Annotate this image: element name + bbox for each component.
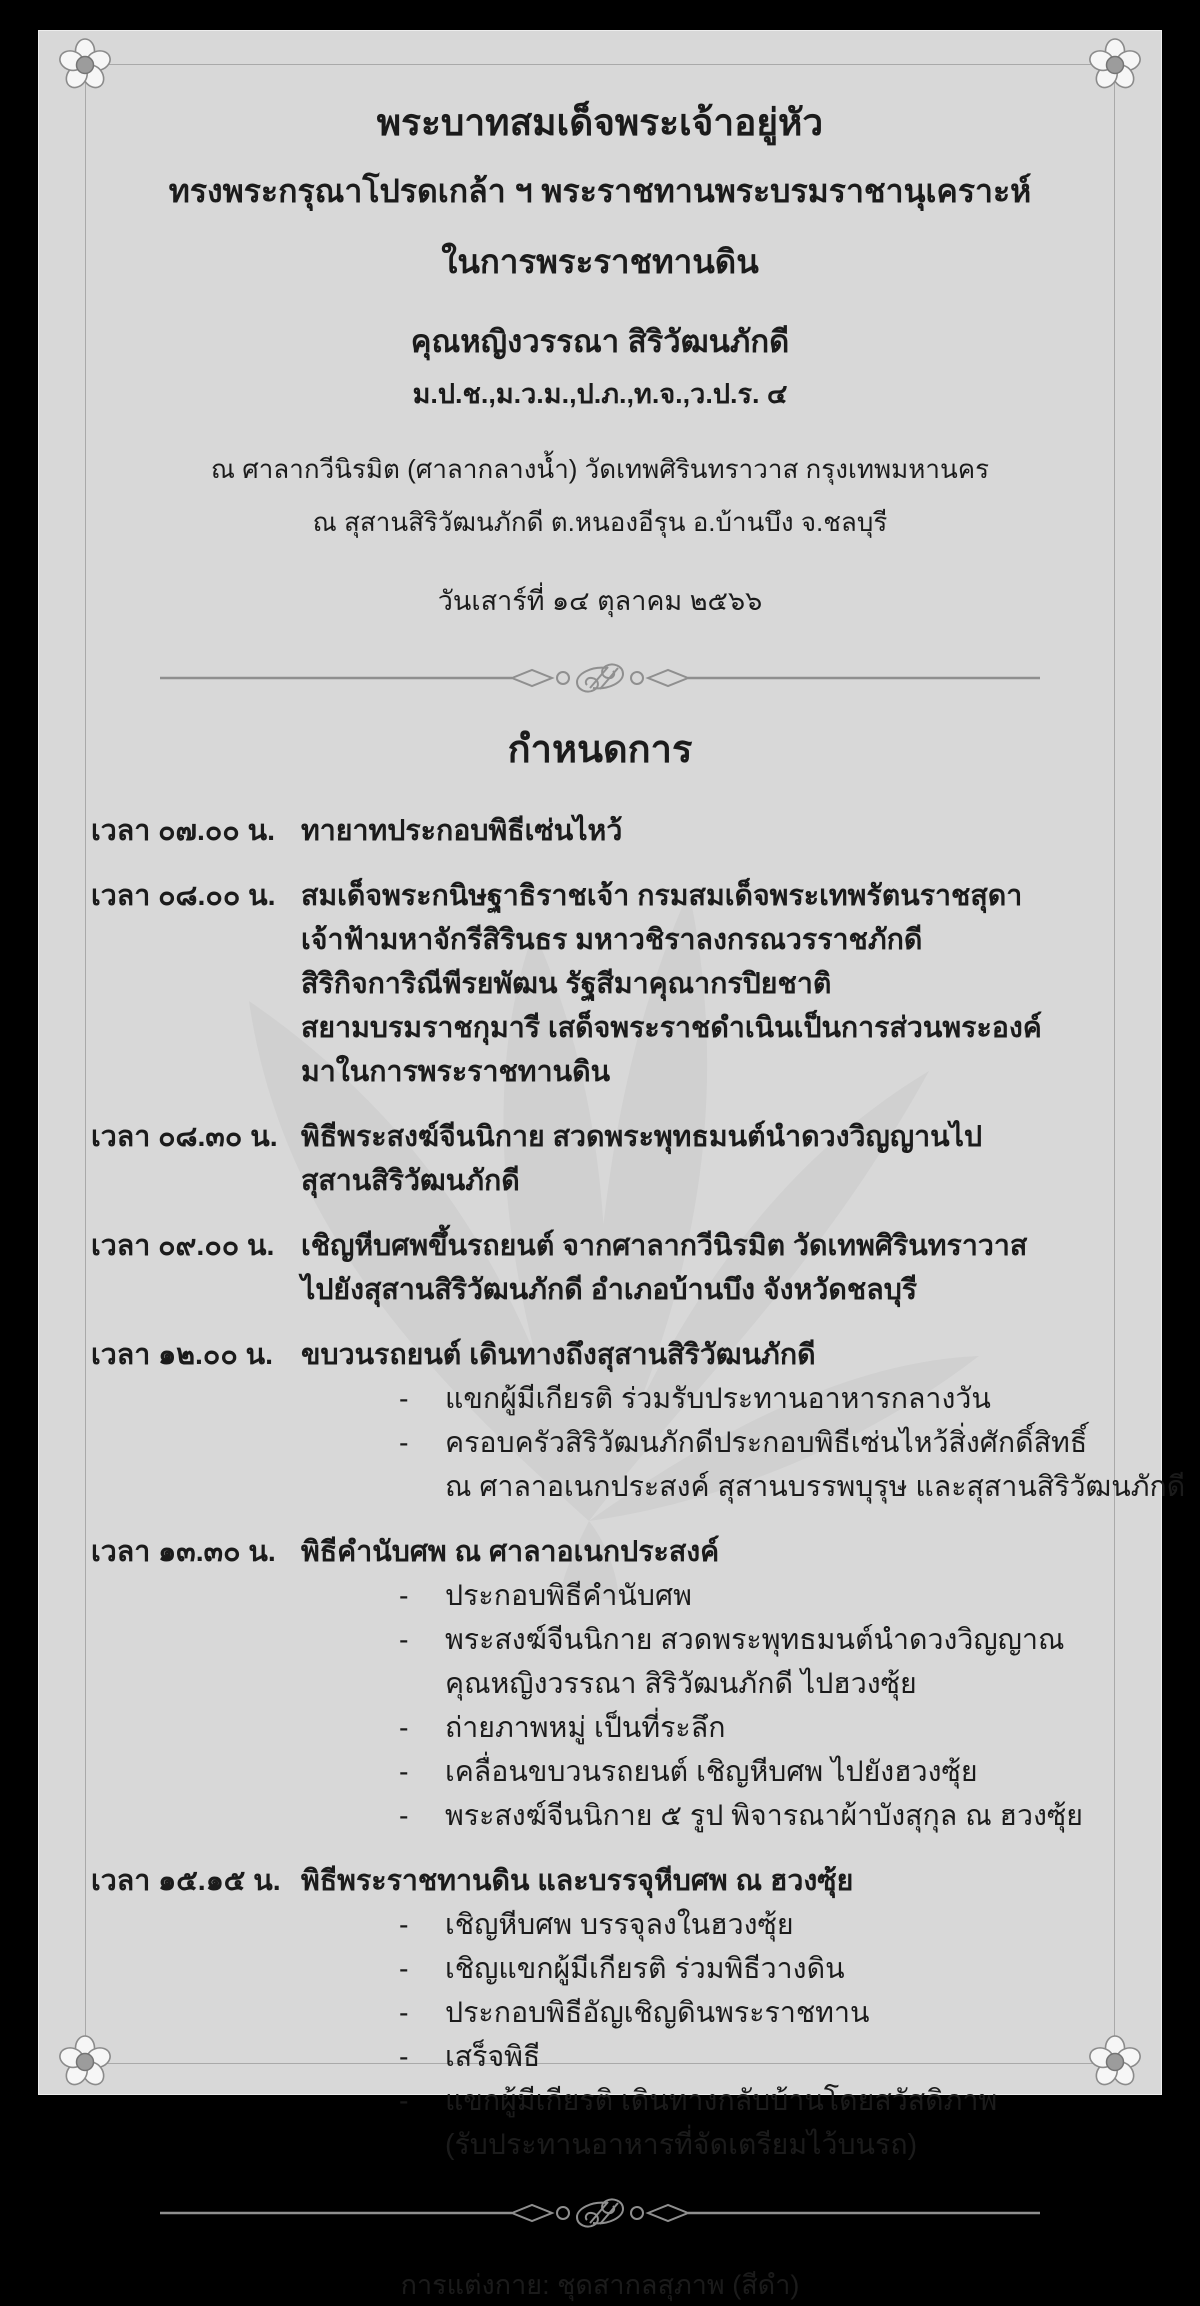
schedule-time: เวลา ๑๓.๓๐ น. (91, 1536, 276, 1568)
schedule-bullet (399, 1947, 1117, 1991)
royal-decorations: ม.ป.ช.,ม.ว.ม.,ป.ภ.,ท.จ.,ว.ป.ร. ๔ (412, 379, 788, 409)
schedule-bullet (399, 1706, 1117, 1750)
schedule-text: พระสงฆ์จีนนิกาย ๕ รูป พิจารณาผ้าบังสุกุล ณ ฮวงซุ้ย (445, 1800, 1083, 1832)
bullet-dash: - (399, 1712, 409, 1744)
schedule-text: ถ่ายภาพหมู่ เป็นที่ระลึก (445, 1712, 726, 1744)
dress-code: การแต่งกาย: ชุดสากลสุภาพ (สีดำ) (400, 2270, 800, 2300)
schedule-text: สมเด็จพระกนิษฐาธิราชเจ้า กรมสมเด็จพระเทพรัตนราชสุดา (301, 880, 1023, 912)
schedule-time: เวลา ๐๘.๐๐ น. (91, 880, 276, 912)
schedule-text: พิธีพระราชทานดิน และบรรจุหีบศพ ณ ฮวงซุ้ย (301, 1865, 854, 1897)
bullet-dash: - (399, 1756, 409, 1788)
schedule-entry (91, 1115, 1117, 1203)
schedule-text: เชิญหีบศพ บรรจุลงในฮวงซุ้ย (445, 1909, 794, 1941)
schedule-text: แขกผู้มีเกียรติ เดินทางกลับบ้านโดยสวัสดิภาพ (445, 2085, 998, 2117)
flower-icon (1091, 39, 1139, 91)
schedule-bullet (399, 1750, 1117, 1794)
schedule-text: สยามบรมราชกุมารี เสด็จพระราชดำเนินเป็นการส่วนพระองค์ (301, 1012, 1042, 1044)
schedule-entry (91, 809, 1117, 853)
schedule-bullet (399, 1794, 1117, 1838)
schedule-text: เชิญหีบศพขึ้นรถยนต์ จากศาลากวีนิรมิต วัดเทพศิรินทราวาส (301, 1230, 1028, 1262)
schedule-text: ประกอบพิธีคำนับศพ (445, 1580, 692, 1612)
schedule-text: เคลื่อนขบวนรถยนต์ เชิญหีบศพ ไปยังฮวงซุ้ย (445, 1756, 978, 1788)
schedule-text: ณ ศาลาอเนกประสงค์ สุสานบรรพบุรุษ และสุสานสิริวัฒนภักดี (445, 1471, 1186, 1503)
schedule-entry (91, 1224, 1117, 1312)
schedule-time: เวลา ๐๘.๓๐ น. (91, 1121, 278, 1153)
bullet-dash: - (399, 2041, 409, 2073)
bullet-dash: - (399, 1800, 409, 1832)
schedule-time: เวลา ๑๕.๑๕ น. (91, 1865, 281, 1897)
bullet-dash: - (399, 1624, 409, 1656)
ornament-divider (160, 658, 1040, 698)
schedule-bullet (399, 1618, 1117, 1706)
bullet-dash: - (399, 1909, 409, 1941)
royal-header-line2: ทรงพระกรุณาโปรดเกล้า ฯ พระราชทานพระบรมราชานุเคราะห์ (168, 173, 1032, 209)
schedule-text: ไปยังสุสานสิริวัฒนภักดี อำเภอบ้านบึง จังหวัดชลบุรี (301, 1274, 918, 1306)
bullet-dash: - (399, 2085, 409, 2117)
schedule-text: (รับประทานอาหารที่จัดเตรียมไว้บนรถ) (445, 2129, 918, 2161)
bullet-dash: - (399, 1953, 409, 1985)
venue-line1: ณ ศาลากวีนิรมิต (ศาลากลางน้ำ) วัดเทพศิรินทราวาส กรุงเทพมหานคร (210, 454, 990, 484)
schedule-time: เวลา ๐๗.๐๐ น. (91, 815, 275, 847)
bullet-dash: - (399, 1427, 409, 1459)
schedule-text: ขบวนรถยนต์ เดินทางถึงสุสานสิริวัฒนภักดี (301, 1339, 816, 1371)
schedule-text: ครอบครัวสิริวัฒนภักดีประกอบพิธีเซ่นไหว้สิ่งศักดิ์สิทธิ์ (445, 1427, 1088, 1459)
schedule-bullet (399, 1903, 1117, 1947)
schedule-text: สุสานสิริวัฒนภักดี (301, 1165, 520, 1197)
invitation-card (38, 30, 1186, 2300)
schedule-text: เสร็จพิธี (445, 2041, 541, 2073)
flower-icon (1091, 2036, 1139, 2088)
schedule-entry (91, 1859, 1117, 2167)
schedule-text: พระสงฆ์จีนนิกาย สวดพระพุทธมนต์นำดวงวิญญาณ (445, 1624, 1065, 1656)
schedule-text: คุณหญิงวรรณา สิริวัฒนภักดี ไปฮวงซุ้ย (445, 1668, 917, 1700)
schedule-text: พิธีพระสงฆ์จีนนิกาย สวดพระพุทธมนต์นำดวงวิญญานไป (301, 1121, 983, 1153)
schedule-time: เวลา ๐๙.๐๐ น. (91, 1230, 275, 1262)
schedule-text: แขกผู้มีเกียรติ ร่วมรับประทานอาหารกลางวัน (445, 1383, 991, 1415)
schedule-bullet (399, 1421, 1186, 1509)
deceased-name: คุณหญิงวรรณา สิริวัฒนภักดี (410, 324, 790, 359)
schedule-text: พิธีคำนับศพ ณ ศาลาอเนกประสงค์ (301, 1536, 720, 1568)
schedule-text: เชิญแขกผู้มีเกียรติ ร่วมพิธีวางดิน (445, 1953, 845, 1985)
royal-header-line3: ในการพระราชทานดิน (441, 243, 759, 280)
venue-line2: ณ สุสานสิริวัฒนภักดี ต.หนองอีรุน อ.บ้านบึง จ.ชลบุรี (312, 507, 888, 537)
schedule-text: ประกอบพิธีอัญเชิญดินพระราชทาน (445, 1997, 870, 2029)
royal-header-line1: พระบาทสมเด็จพระเจ้าอยู่หัว (376, 102, 824, 143)
schedule-bullet (399, 1574, 1117, 1618)
bullet-dash: - (399, 1580, 409, 1612)
schedule-title: กำหนดการ (507, 729, 693, 771)
schedule-entry (91, 1530, 1117, 1838)
schedule-entry (91, 1333, 1186, 1509)
schedule-bullet (399, 1377, 1117, 1421)
schedule-time: เวลา ๑๒.๐๐ น. (91, 1339, 274, 1371)
flower-icon (61, 2036, 109, 2088)
schedule-entry (91, 874, 1117, 1094)
bullet-dash: - (399, 1997, 409, 2029)
schedule-list (91, 809, 1186, 2167)
ornament-divider (160, 2193, 1040, 2233)
event-date: วันเสาร์ที่ ๑๔ ตุลาคม ๒๕๖๖ (437, 586, 763, 616)
schedule-bullet (399, 2035, 1117, 2079)
bullet-dash: - (399, 1383, 409, 1415)
schedule-bullet (399, 2079, 1117, 2167)
flower-icon (61, 39, 109, 91)
schedule-text: สิริกิจการิณีพีรยพัฒน รัฐสีมาคุณากรปิยชาติ (301, 968, 832, 1000)
schedule-bullet (399, 1991, 1117, 2035)
schedule-text: มาในการพระราชทานดิน (301, 1056, 611, 1088)
schedule-text: ทายาทประกอบพิธีเซ่นไหว้ (301, 815, 623, 847)
schedule-text: เจ้าฟ้ามหาจักรีสิรินธร มหาวชิราลงกรณวรราชภักดี (301, 924, 923, 956)
